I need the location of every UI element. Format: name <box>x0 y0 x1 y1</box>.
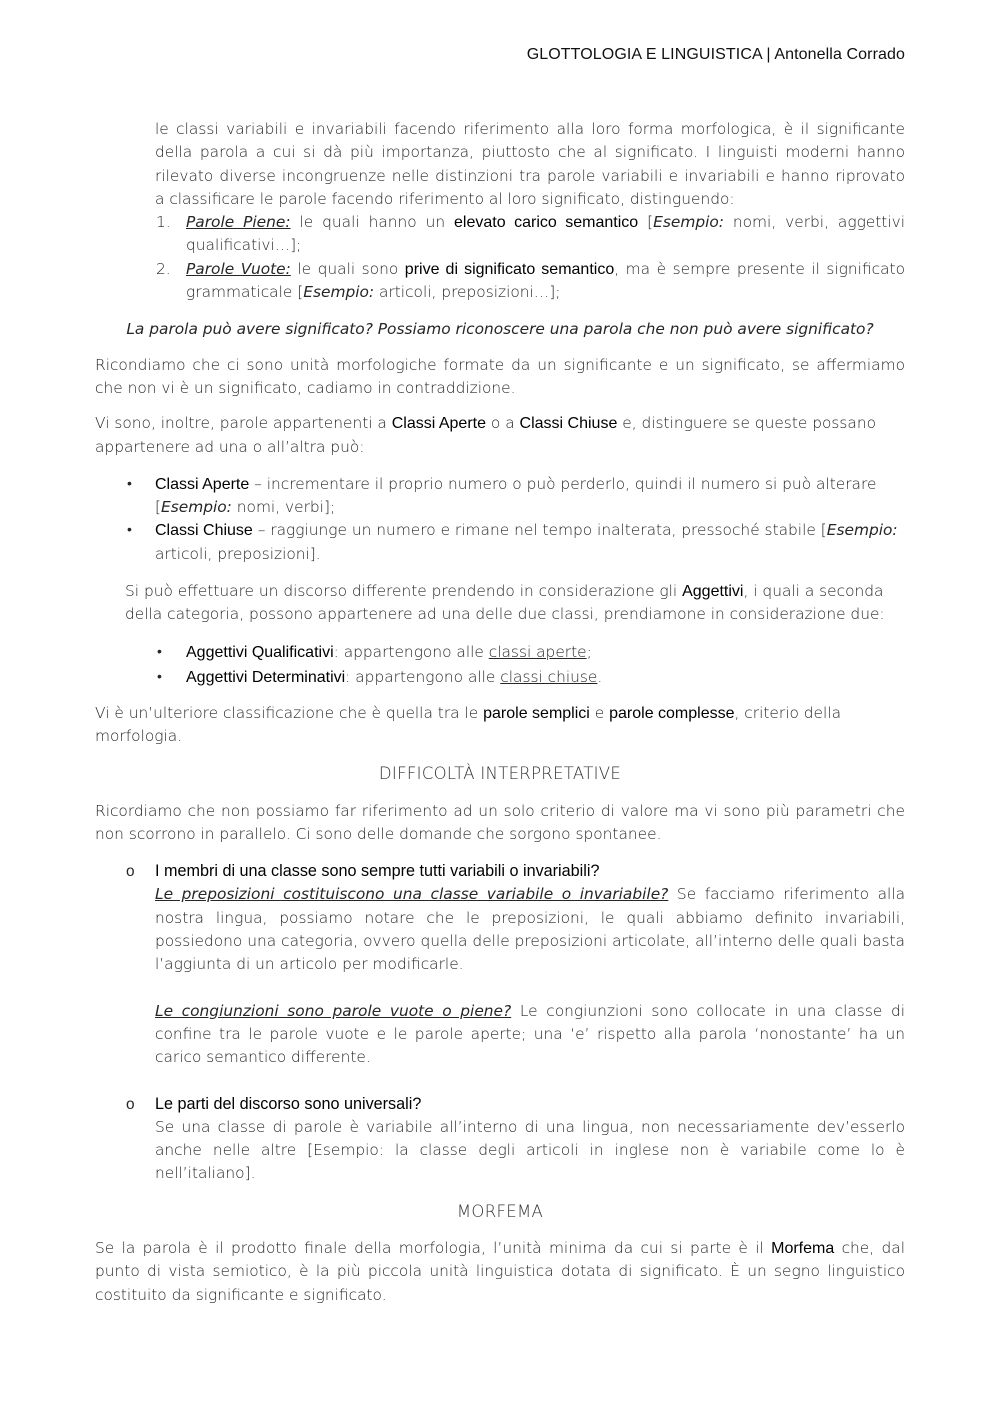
paragraph: Vi è un’ulteriore classificazione che è quella tra le parole semplici e parole complesse, criterio della morfologia. <box>95 703 842 745</box>
questions-list <box>95 860 905 1186</box>
paragraph: Se la parola è il prodotto finale della morfologia, l’unità minima da cui si parte è il Morfema che, dal punto di vista semiotico, è la più piccola unità linguistica dotata di significato. È un segno linguistico costituito da significante e significato. <box>95 1238 905 1304</box>
paragraph: Ricordiamo che non possiamo far riferimento ad un solo criterio di valore ma vi sono più parametri che non scorrono in parallelo. Ci sono delle domande che sorgono spontanee. <box>95 801 905 843</box>
paragraph: Vi sono, inoltre, parole appartenenti a Classi Aperte o a Classi Chiuse e, distinguere se queste possano appartenere ad una o all’altra può: <box>95 414 877 456</box>
adjectives-list <box>95 640 905 690</box>
item-number: 2. <box>156 259 171 278</box>
question-line: La parola può avere significato? Possiamo riconoscere una parola che non può avere significato? <box>126 320 874 339</box>
list-item: o Le parti del discorso sono universali? Se una classe di parole è variabile all’interno di una lingua, non necessariamente dev’esserlo anche nelle altre [Esempio: la classe degli articoli in inglese non è variabile come lo è nell’italiano]. <box>126 1094 905 1183</box>
circle-bullet-icon: o <box>126 863 135 881</box>
item-number: 1. <box>156 213 171 232</box>
paragraph: Si può effettuare un discorso differente prendendo in considerazione gli Aggettivi, i quali a seconda della categoria, possono appartenere ad una delle due classi, prendiamone in considerazione due: <box>125 582 885 624</box>
bullet-icon: • <box>127 522 132 539</box>
bullet-icon: • <box>157 643 162 660</box>
underlined-question: Le preposizioni costituiscono una classe variabile o invariabile? <box>155 885 669 904</box>
underlined-term: classi chiuse <box>500 667 598 686</box>
circle-bullet-icon: o <box>126 1095 135 1113</box>
question-title: Le parti del discorso sono universali? <box>155 1094 422 1113</box>
numbered-item: 2. Parole Vuote: le quali sono prive di significato semantico, ma è sempre presente il significato grammaticale [Esempio: articoli, preposizioni…]; <box>156 259 905 302</box>
page-header: GLOTTOLOGIA E LINGUISTICA | Antonella Corrado <box>526 46 905 63</box>
intro-paragraph: le classi variabili e invariabili facendo riferimento alla loro forma morfologica, è il significante della parola a cui si dà più importanza, piuttosto che al significato. I linguisti moderni hanno rilevato diverse incongruenze nelle distinzioni tra parole variabili e invariabili e hanno riprovato a classificare le parole facendo riferimento al loro significato, distinguendo: <box>155 120 905 208</box>
term-parole-vuote: Parole Vuote: <box>186 259 291 278</box>
document-body <box>95 118 905 1307</box>
bold-term: prive di significato semantico <box>404 260 615 278</box>
underlined-term: classi aperte <box>488 642 587 661</box>
list-item: o I membri di una classe sono sempre tutti variabili o invariabili? Le preposizioni costituiscono una classe variabile o invariabile? Se facciamo riferimento alla nostra lingua, possiamo notare che le preposizioni, le quali abbiamo definito invariabili, possiedono una categoria, ovvero quella delle preposizioni articolate, all’interno delle quali basta l’aggiunta di un articolo per modificarle. Le congiunzioni sono parole vuote o piene? Le congiunzioni sono collocate in una classe di confine tra le parole vuote e le parole aperte; una ‘e’ rispetto alla parola ‘nonostante’ ha un carico semantico differente. <box>126 862 905 1067</box>
list-item: • Classi Aperte – incrementare il proprio numero o può perderlo, quindi il numero si può alterare [Esempio: nomi, verbi]; <box>127 474 877 517</box>
numbered-item: 1. Parole Piene: le quali hanno un elevato carico semantico [Esempio: nomi, verbi, aggettivi qualificativi…]; <box>156 213 905 255</box>
list-item: • Classi Chiuse – raggiunge un numero e rimane nel tempo inalterata, pressoché stabile [Esempio: articoli, preposizioni]. <box>127 521 898 563</box>
section-title: MORFEMA <box>456 1201 544 1221</box>
classes-list <box>95 473 905 566</box>
bold-term: elevato carico semantico <box>454 214 639 232</box>
paragraph: Ricondiamo che ci sono unità morfologiche formate da un significante e un significato, se affermiamo che non vi è un significato, cadiamo in contraddizione. <box>95 355 905 397</box>
term-parole-piene: Parole Piene: <box>186 213 291 232</box>
list-item: • Aggettivi Determinativi: appartengono alle classi chiuse. <box>95 665 905 690</box>
underlined-question: Le congiunzioni sono parole vuote o piene? <box>155 1001 512 1020</box>
list-item: • Aggettivi Qualificativi: appartengono alle classi aperte; <box>95 640 905 665</box>
bullet-icon: • <box>157 668 162 685</box>
bullet-icon: • <box>127 475 132 492</box>
section-title: DIFFICOLTÀ INTERPRETATIVE <box>378 764 622 784</box>
question-title: I membri di una classe sono sempre tutti variabili o invariabili? <box>155 862 600 881</box>
